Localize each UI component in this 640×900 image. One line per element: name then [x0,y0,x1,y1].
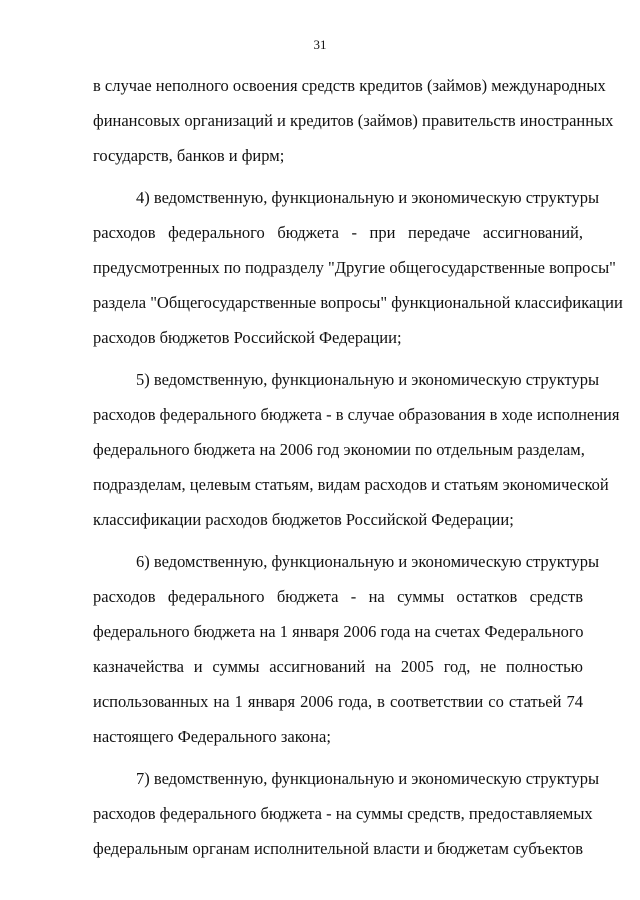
text-line: 5) ведомственную, функциональную и экономическую структуры [136,370,600,389]
text-line: расходов федерального бюджета - на суммы остатков средств [93,587,583,606]
text-line: подразделам, целевым статьям, видам расходов и статьям экономической [93,475,609,494]
text-line: расходов бюджетов Российской Федерации; [93,328,402,347]
paragraph [93,362,620,537]
text-line: финансовых организаций и кредитов (займов) правительств иностранных [93,111,614,130]
text-line: классификации расходов бюджетов Российской Федерации; [93,510,514,529]
text-line: 7) ведомственную, функциональную и экономическую структуры [136,769,600,788]
text-line: расходов федерального бюджета - на суммы средств, предоставляемых [93,804,593,823]
paragraph [93,180,623,355]
text-line: государств, банков и фирм; [93,146,285,165]
paragraph [93,68,614,173]
text-line: предусмотренных по подразделу "Другие общегосударственные вопросы" [93,258,616,277]
text-line: использованных на 1 января 2006 года, в соответствии со статьей 74 [93,692,583,711]
paragraph [93,761,600,866]
text-line: федеральным органам исполнительной власти и бюджетам субъектов [93,839,583,858]
text-line: расходов федерального бюджета - при передаче ассигнований, [93,223,583,242]
text-line: 4) ведомственную, функциональную и экономическую структуры [136,188,600,207]
text-line: федерального бюджета на 2006 год экономии по отдельным разделам, [93,440,585,459]
text-line: казначейства и суммы ассигнований на 2005 год, не полностью [93,657,583,676]
paragraph [93,544,600,754]
text-line: раздела "Общегосударственные вопросы" функциональной классификации [93,293,623,312]
text-line: настоящего Федерального закона; [93,727,331,746]
text-line: расходов федерального бюджета - в случае образования в ходе исполнения [93,405,620,424]
text-line: в случае неполного освоения средств кредитов (займов) международных [93,76,606,95]
page-number: 31 [313,37,327,52]
document-body [93,68,623,866]
text-line: федерального бюджета на 1 января 2006 года на счетах Федерального [93,622,584,641]
text-line: 6) ведомственную, функциональную и экономическую структуры [136,552,600,571]
